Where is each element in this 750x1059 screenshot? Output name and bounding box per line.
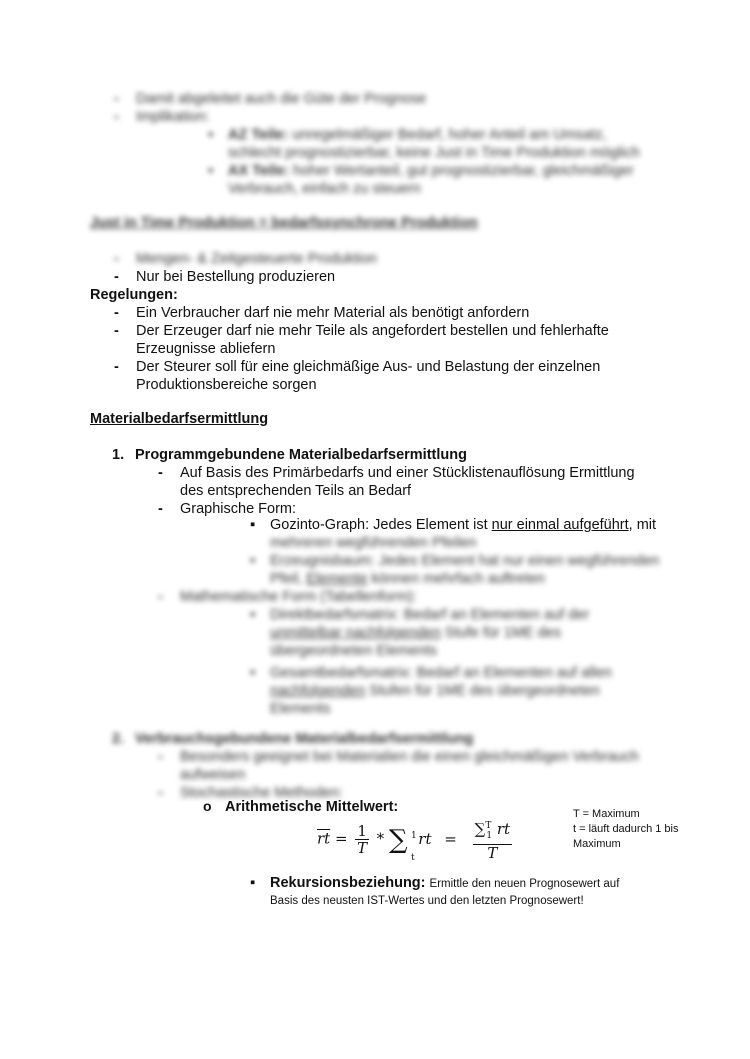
fraction2-den: T bbox=[487, 844, 498, 862]
list-item bbox=[270, 664, 640, 718]
arith-block bbox=[225, 798, 398, 816]
graph-list bbox=[270, 516, 660, 588]
section-implication bbox=[136, 90, 696, 198]
sum-icon: ∑ 1 t bbox=[389, 825, 408, 855]
rek-label: Rekursionsbeziehung: bbox=[270, 875, 426, 891]
az-text: unregelmäßiger Bedarf, hoher Anteil am Umsatz, schlecht prognostizierbar, keine Just in Time Produktion möglich bbox=[228, 127, 640, 161]
rek-block bbox=[270, 874, 670, 910]
list-item: - Stochastische Methoden: bbox=[180, 784, 650, 802]
az-term: AZ Teile: bbox=[228, 127, 289, 143]
fraction2-num bbox=[473, 818, 512, 845]
formula-fraction bbox=[355, 823, 369, 856]
formula-fraction2 bbox=[473, 818, 512, 861]
fraction-num: 1 bbox=[357, 822, 367, 840]
list-item bbox=[270, 516, 660, 552]
fraction-den: T bbox=[357, 839, 368, 857]
rules-label: Regelungen: bbox=[90, 287, 178, 303]
list-item: - Der Steurer soll für eine gleichmäßige Aus- und Belastung der einzelnen Produktionsbereiche sorgen bbox=[136, 358, 636, 394]
math-list bbox=[270, 606, 640, 718]
list-item bbox=[270, 552, 660, 588]
gesamt-underline: nachfolgenden bbox=[270, 683, 366, 699]
sum-bottom: t bbox=[410, 852, 415, 863]
gozinto-post: , mit bbox=[628, 517, 657, 533]
direkt-post: Stufe für 1ME des übergeordneten Elements bbox=[270, 625, 561, 659]
note-line: Maximum bbox=[573, 838, 621, 850]
erzeugnis-post: können mehrfach auftreten bbox=[367, 571, 545, 587]
direkt-underline: unmittelbar nachfolgenden bbox=[270, 625, 441, 641]
list-item: - Nur bei Bestellung produzieren bbox=[136, 268, 676, 286]
gozinto-underline: nur einmal aufgeführt bbox=[491, 517, 629, 533]
jit-list bbox=[136, 250, 676, 286]
list-item: - Ein Verbraucher darf nie mehr Material als benötigt anfordern bbox=[136, 304, 636, 322]
p1-list bbox=[180, 464, 650, 518]
list-item: - Damit abgeleitet auch die Güte der Prognose bbox=[136, 90, 696, 108]
formula-rt: rt bbox=[418, 829, 432, 848]
list-item: - Auf Basis des Primärbedarfs und einer Stücklistenauflösung Ermittlung des entsprechenden Teils an Bedarf bbox=[180, 464, 650, 500]
formula-eq2: = bbox=[444, 829, 457, 848]
fraction2-rt: rt bbox=[496, 820, 511, 838]
sum2-icon: ∑ bbox=[474, 820, 486, 838]
list-item: - Besonders geeignet bei Materialien die einen gleichmäßigen Verbrauch aufweisen bbox=[180, 748, 650, 784]
p2-list bbox=[180, 748, 650, 802]
list-item: - Mengen- & Zeitgesteuerte Produktion bbox=[136, 250, 676, 268]
gozinto-text: Gozinto-Graph: Jedes Element ist bbox=[270, 517, 492, 533]
p2-title: Verbrauchsgebundene Materialbedarfsermittlung bbox=[135, 731, 474, 747]
jit-heading: Just in Time Produktion = bedarfssynchrone Produktion bbox=[90, 215, 478, 231]
formula-lhs: $\overline{rt}$ bbox=[317, 829, 331, 848]
list-item bbox=[228, 126, 658, 162]
sum2-bottom: 1 bbox=[486, 831, 493, 841]
list-item: - Der Erzeuger darf nie mehr Teile als angefordert bestellen und fehlerhafte Erzeugnisse abliefern bbox=[136, 322, 636, 358]
gesamt-text: Gesamtbedarfsmatrix: Bedarf an Elementen auf allen bbox=[270, 665, 612, 681]
p1-number: 1. bbox=[112, 447, 125, 463]
math-label bbox=[180, 588, 417, 606]
note-line: T = Maximum bbox=[573, 808, 640, 820]
section-heading: Materialbedarfsermittlung bbox=[90, 411, 269, 427]
formula-notes bbox=[573, 807, 678, 852]
list-item: - Implikation: bbox=[136, 108, 696, 126]
arith-label: o Arithmetische Mittelwert: bbox=[225, 798, 398, 816]
p1-title: Programmgebundene Materialbedarfsermittlung bbox=[135, 447, 467, 463]
direkt-text: Direktbedarfsmatrix: Bedarf an Elementen auf der bbox=[270, 607, 590, 623]
sum2-top: T bbox=[485, 821, 492, 831]
list-item: - Graphische Form: bbox=[180, 500, 650, 518]
rek-text2: Basis des neusten IST-Wertes und den letzten Prognosewert! bbox=[270, 895, 584, 907]
mean-formula bbox=[317, 818, 515, 861]
ax-term: AX Teile: bbox=[228, 163, 289, 179]
list-item bbox=[270, 606, 640, 660]
rek-text: Ermittle den neuen Prognosewert auf bbox=[429, 878, 620, 890]
note-line: t = läuft dadurch 1 bis bbox=[573, 823, 679, 835]
formula-times: * bbox=[376, 829, 385, 848]
erzeugnis-underline: Elemente bbox=[306, 571, 368, 587]
rules-list bbox=[136, 304, 636, 394]
list-item bbox=[270, 874, 670, 910]
gozinto-cont: mehreren wegführenden Pfeilen bbox=[270, 535, 477, 551]
formula-eq: = bbox=[334, 829, 348, 848]
ax-text: hoher Wertanteil, gut prognostizierbar, gleichmäßiger Verbrauch, einfach zu steuern bbox=[228, 163, 634, 197]
erzeugnis-text: Erzeugnisbaum: Jedes Element hat nur einen wegführenden Pfeil, bbox=[270, 553, 660, 587]
list-item bbox=[228, 162, 658, 198]
p2-number: 2. bbox=[112, 731, 125, 747]
list-item: - Mathematische Form (Tabellenform): bbox=[180, 588, 417, 606]
sum-top: 1 bbox=[410, 830, 417, 841]
gesamt-post: Stufen für 1ME des übergeordneten Elements bbox=[270, 683, 600, 717]
